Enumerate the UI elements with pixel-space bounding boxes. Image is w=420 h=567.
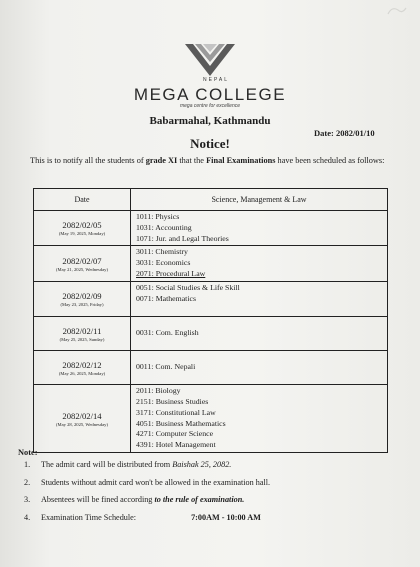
exam-date: 2082/02/05 bbox=[62, 220, 102, 231]
subject-item: 1011: Physics bbox=[136, 212, 180, 221]
subject-item: 1031: Accounting bbox=[136, 222, 192, 232]
notice-title: Notice! bbox=[190, 136, 230, 151]
subjects-cell bbox=[131, 211, 388, 246]
date-cell bbox=[34, 246, 131, 281]
subject-item: 4391: Hotel Management bbox=[136, 440, 216, 450]
exam-date: 2082/02/09 bbox=[62, 290, 102, 301]
subject-item: 1071: Jur. and Legal Theories bbox=[136, 233, 229, 243]
note-emphasis: Baishak 25, 2082. bbox=[172, 460, 232, 469]
subject-item: 2071: Procedural Law bbox=[136, 268, 206, 278]
note-text: Examination Time Schedule: bbox=[41, 512, 137, 522]
column-header-date: Date bbox=[34, 189, 131, 211]
exam-time: 7:00AM - 10:00 AM bbox=[191, 512, 261, 522]
subjects-cell bbox=[131, 317, 388, 351]
exam-schedule-table bbox=[33, 188, 388, 453]
college-logo bbox=[0, 42, 420, 78]
college-name: MEGA COLLEGE bbox=[133, 85, 287, 104]
note-text: Students without admit card won't be allowed in the examination hall. bbox=[41, 477, 271, 487]
exam-date-english: (May 25, 2025, Sunday) bbox=[59, 336, 105, 342]
date-cell bbox=[34, 211, 131, 246]
note-number: 2. bbox=[24, 477, 31, 487]
logo-country-text: NEPAL bbox=[203, 77, 230, 83]
exam-date: 2082/02/12 bbox=[62, 359, 102, 370]
note-item bbox=[24, 459, 270, 477]
note-text: The admit card will be distributed from bbox=[41, 460, 173, 469]
table-row bbox=[34, 211, 388, 246]
college-tagline: mega centre for excellence bbox=[179, 103, 241, 109]
table-row bbox=[34, 385, 388, 453]
exam-date-english: (May 19, 2025, Monday) bbox=[58, 231, 106, 237]
table-row bbox=[34, 317, 388, 351]
notes-list bbox=[24, 459, 270, 529]
intro-paragraph bbox=[30, 155, 395, 167]
note-number: 1. bbox=[24, 460, 31, 469]
subject-item: 4271: Computer Science bbox=[136, 429, 214, 439]
subject-item-spacer bbox=[136, 304, 387, 315]
intro-text-2: that the bbox=[177, 156, 207, 165]
subject-item: 4051: Business Mathematics bbox=[136, 418, 226, 428]
note-emphasis: to the rule of examination. bbox=[154, 495, 245, 505]
note-label: Note: bbox=[18, 448, 38, 457]
note-item bbox=[24, 494, 270, 512]
exam-date: 2082/02/07 bbox=[62, 255, 102, 266]
date-cell bbox=[34, 351, 131, 385]
exam-date: 2082/02/14 bbox=[62, 410, 102, 421]
college-location: Babarmahal, Kathmandu bbox=[149, 115, 271, 127]
subject-item: 3171: Constitutional Law bbox=[136, 407, 216, 417]
stamp-mark bbox=[382, 2, 410, 22]
subjects-cell bbox=[131, 385, 388, 453]
note-item bbox=[24, 477, 270, 495]
exam-date-english: (May 21, 2025, Wednesday) bbox=[56, 266, 108, 272]
table-header-row bbox=[34, 189, 388, 211]
intro-exam: Final Examinations bbox=[206, 156, 276, 165]
subject-item: 0071: Mathematics bbox=[136, 293, 196, 303]
table-row bbox=[34, 281, 388, 316]
subject-item: 2011: Biology bbox=[136, 386, 181, 396]
note-item bbox=[24, 512, 270, 530]
subject-item: 0031: Com. English bbox=[136, 328, 199, 338]
exam-date-english: (May 23, 2025, Friday) bbox=[60, 301, 104, 307]
subject-item: 3031: Economics bbox=[136, 258, 191, 268]
subject-item: 3011: Chemistry bbox=[136, 247, 188, 257]
note-number: 3. bbox=[24, 495, 31, 505]
intro-text-1: This is to notify all the students of bbox=[30, 156, 146, 165]
date-cell bbox=[34, 385, 131, 453]
notice-date: Date: 2082/01/10 bbox=[314, 128, 375, 138]
intro-grade: grade XI bbox=[145, 156, 178, 165]
mega-college-emblem-icon bbox=[175, 42, 245, 78]
column-header-subjects: Science, Management & Law bbox=[131, 189, 388, 211]
note-number: 4. bbox=[24, 512, 31, 522]
exam-date-english: (May 28, 2025, Wednesday) bbox=[56, 421, 108, 427]
subjects-cell bbox=[131, 351, 388, 385]
table-row bbox=[34, 351, 388, 385]
subject-item: 2151: Business Studies bbox=[136, 396, 209, 406]
table-row bbox=[34, 246, 388, 281]
date-cell bbox=[34, 281, 131, 316]
intro-text-3: have been scheduled as follows: bbox=[275, 156, 385, 165]
subject-item: 0011: Com. Nepali bbox=[136, 362, 196, 372]
subject-item: 0051: Social Studies & Life Skill bbox=[136, 282, 240, 292]
subjects-cell bbox=[131, 246, 388, 281]
note-text: Absentees will be fined according bbox=[41, 495, 155, 505]
exam-date: 2082/02/11 bbox=[62, 325, 102, 336]
date-cell bbox=[34, 317, 131, 351]
subjects-cell bbox=[131, 281, 388, 316]
exam-date-english: (May 26, 2025, Monday) bbox=[58, 370, 106, 376]
